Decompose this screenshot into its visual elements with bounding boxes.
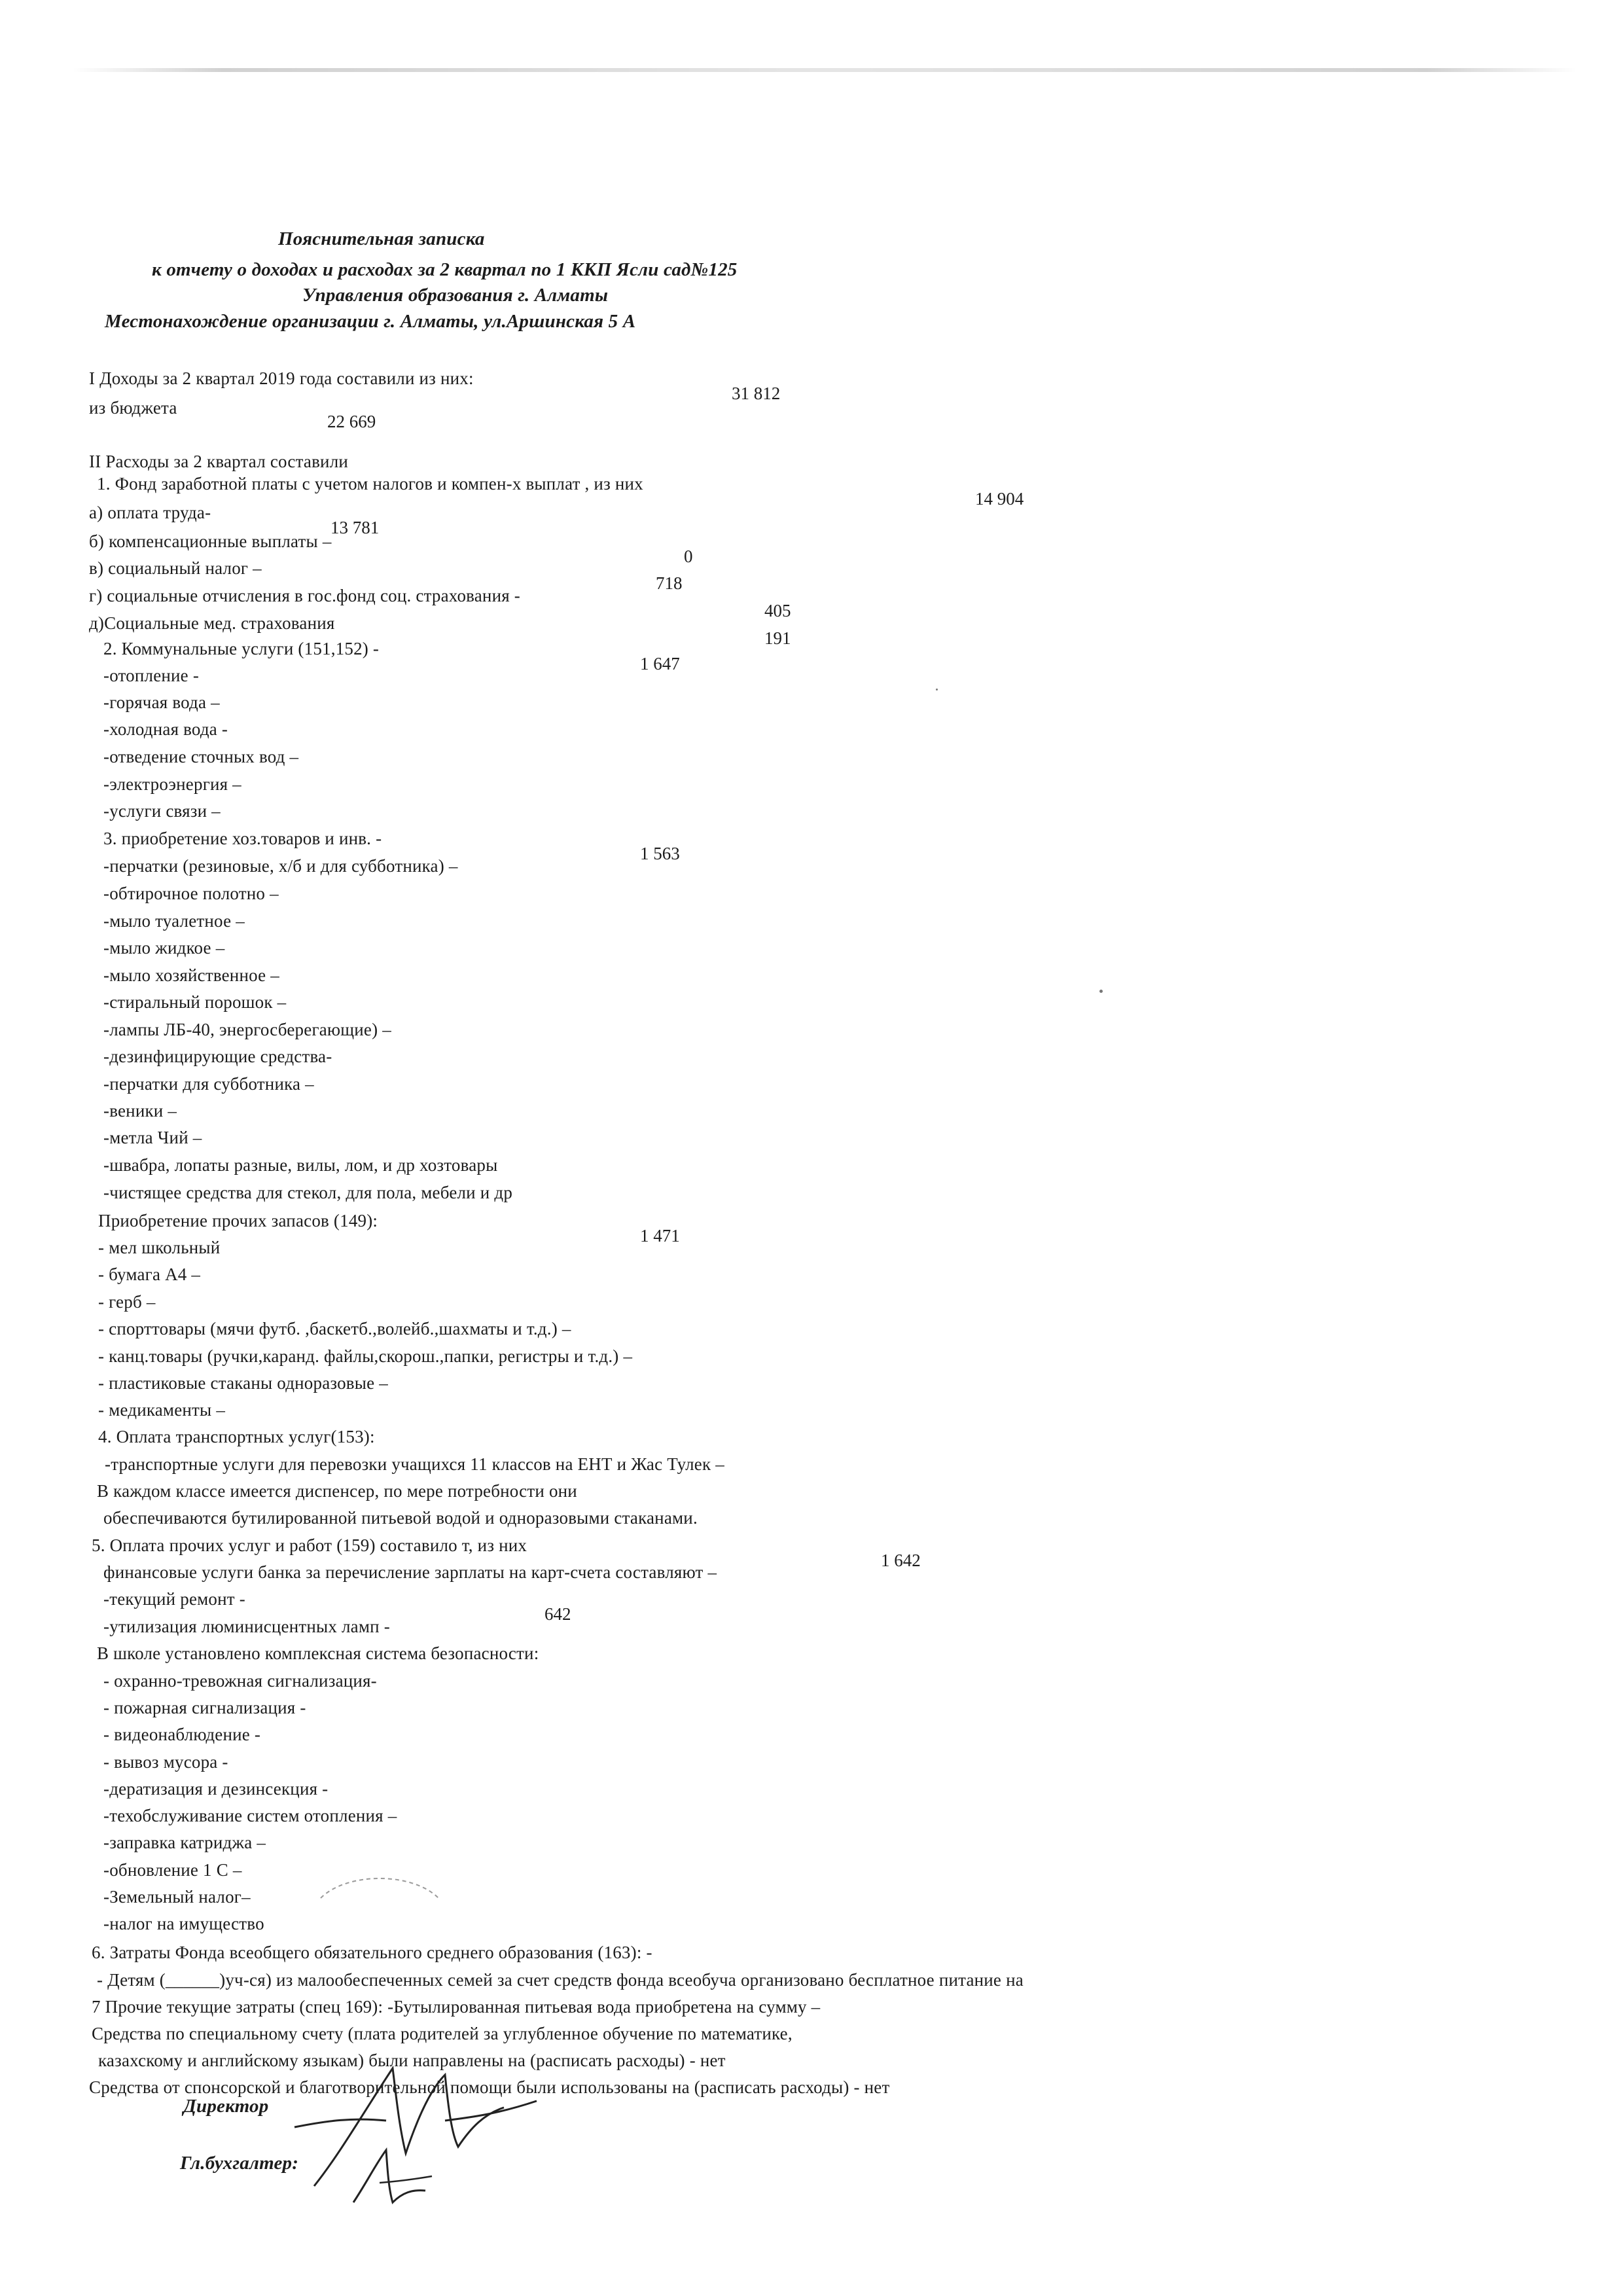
expense-line: - пластиковые стаканы одноразовые – [98,1373,388,1393]
expense-line: - вывоз мусора - [103,1752,228,1772]
expense-line: -чистящее средства для стекол, для пола, мебели и др [103,1183,513,1202]
expense-line: -швабра, лопаты разные, вилы, лом, и др хозтовары [103,1155,498,1175]
expense-line: -метла Чий – [103,1128,202,1147]
expense-value: 191 [764,628,791,648]
expense-line: В каждом классе имеется диспенсер, по мере потребности они [97,1481,577,1501]
expense-line: 5. Оплата прочих услуг и работ (159) составило т, из них [92,1535,527,1555]
expense-line: -Земельный налог– [103,1887,251,1907]
expense-value: 14 904 [975,489,1024,509]
expense-line: -горячая вода – [103,692,220,712]
expense-value: 0 [684,547,693,566]
expense-value: 1 563 [640,844,680,863]
expense-line: 7 Прочие текущие затраты (спец 169): -Бутылированная питьевая вода приобретена на сумму – [92,1997,821,2017]
expense-line: обеспечиваются бутилированной питьевой водой и одноразовыми стаканами. [103,1508,698,1528]
expense-line: -лампы ЛБ-40, энергосберегающие) – [103,1020,391,1039]
accountant-signature [340,2144,445,2215]
expense-line: -услуги связи – [103,801,221,821]
expense-line: - бумага А4 – [98,1265,201,1284]
expense-value: 718 [656,573,683,593]
expense-line: Средства по специальному счету (плата родителей за углубленное обучение по математике, [92,2024,793,2043]
chief-accountant-label: Гл.бухгалтер: [180,2153,299,2174]
income-label: I Доходы за 2 квартал 2019 года составили из них: [89,368,474,388]
income-budget-label: из бюджета [89,398,177,418]
expense-line: -текущий ремонт - [103,1589,245,1609]
expense-line: -отведение сточных вод – [103,747,299,766]
expense-line: -мыло жидкое – [103,938,225,958]
expense-line: -дезинфицирующие средства- [103,1047,332,1066]
expense-line: - Детям (______)уч-ся) из малообеспеченных семей за счет средств фонда всеобуча организовано бесплатное питание на [97,1970,1024,1990]
expense-value: 1 642 [881,1551,921,1570]
expense-line: Приобретение прочих запасов (149): [98,1211,378,1230]
expense-line: -транспортные услуги для перевозки учащихся 11 классов на ЕНТ и Жас Тулек – [105,1454,724,1474]
expense-line: -перчатки для субботника – [103,1074,314,1094]
expense-line: г) социальные отчисления в гос.фонд соц. страхования - [89,586,520,605]
expense-line: -мыло хозяйственное – [103,965,279,985]
expense-value: 405 [764,601,791,620]
expense-value: 642 [544,1604,571,1624]
expense-line: -обновление 1 С – [103,1860,242,1880]
expense-line: б) компенсационные выплаты – [89,531,332,551]
expense-value: 13 781 [330,518,380,537]
expense-line: - мел школьный [98,1238,221,1257]
expense-line: -холодная вода - [103,719,228,739]
expense-line: -обтирочное полотно – [103,884,279,903]
expense-line: - спорттовары (мячи футб. ,баскетб.,волейб.,шахматы и т.д.) – [98,1319,571,1338]
expense-line: 1. Фонд заработной платы с учетом налогов и компен-х выплат , из них [97,474,643,493]
expense-line: - пожарная сигнализация - [103,1698,306,1717]
document-location: Местонахождение организации г. Алматы, ул.Аршинская 5 А [105,311,636,332]
expense-line: д)Социальные мед. страхования [89,613,335,633]
scan-speck [936,689,938,691]
expense-value: 1 471 [640,1226,680,1246]
document-subtitle: к отчету о доходах и расходах за 2 квартал по 1 ККП Ясли сад№125 [152,259,738,280]
expense-line: - видеонаблюдение - [103,1725,261,1744]
expense-line: -перчатки (резиновые, х/б и для субботника) – [103,856,458,876]
expense-line: -электроэнергия – [103,774,241,794]
expense-line: -стиральный порошок – [103,992,287,1012]
expense-line: -отопление - [103,666,200,685]
expense-line: -мыло туалетное – [103,911,245,931]
expense-line: в) социальный налог – [89,558,262,578]
expense-line: финансовые услуги банка за перечисление зарплаты на карт-счета составляют – [103,1562,717,1582]
expense-line: В школе установлено комплексная система безопасности: [97,1643,539,1663]
expense-line: 6. Затраты Фонда всеобщего обязательного среднего образования (163): - [92,1943,652,1962]
income-budget-value: 22 669 [327,412,376,431]
stamp-trace [314,1865,445,1905]
scan-edge [72,68,1577,72]
document-title: Пояснительная записка [278,228,485,249]
expense-line: а) оплата труда- [89,503,211,522]
expense-line: - герб – [98,1292,156,1312]
income-total: 31 812 [732,384,781,403]
expense-line: 4. Оплата транспортных услуг(153): [98,1427,375,1446]
director-label: Директор [183,2096,269,2117]
expense-line: -техобслуживание систем отопления – [103,1806,397,1825]
expense-line: - охранно-тревожная сигнализация- [103,1671,377,1691]
expense-line: Средства от спонсорской и благотворительной помощи были использованы на (расписать расходы) - нет [89,2077,890,2097]
document-organization: Управления образования г. Алматы [302,285,609,306]
expense-line: -утилизация люминисцентных ламп - [103,1617,390,1636]
expense-line: -веники – [103,1101,177,1121]
expense-line: - канц.товары (ручки,каранд. файлы,скорош.,папки, регистры и т.д.) – [98,1346,633,1366]
expense-line: казахскому и английскому языкам) были направлены на (расписать расходы) - нет [98,2051,726,2070]
expense-line: -дератизация и дезинсекция - [103,1779,329,1799]
expense-line: -заправка катриджа – [103,1833,266,1852]
expense-line: 2. Коммунальные услуги (151,152) - [103,639,380,658]
expense-line: - медикаменты – [98,1400,226,1420]
expenses-title: II Расходы за 2 квартал составили [89,452,349,471]
scan-speck [1099,990,1103,993]
expense-line: -налог на имущество [103,1914,264,1933]
expense-line: 3. приобретение хоз.товаров и инв. - [103,829,382,848]
expense-value: 1 647 [640,654,680,673]
